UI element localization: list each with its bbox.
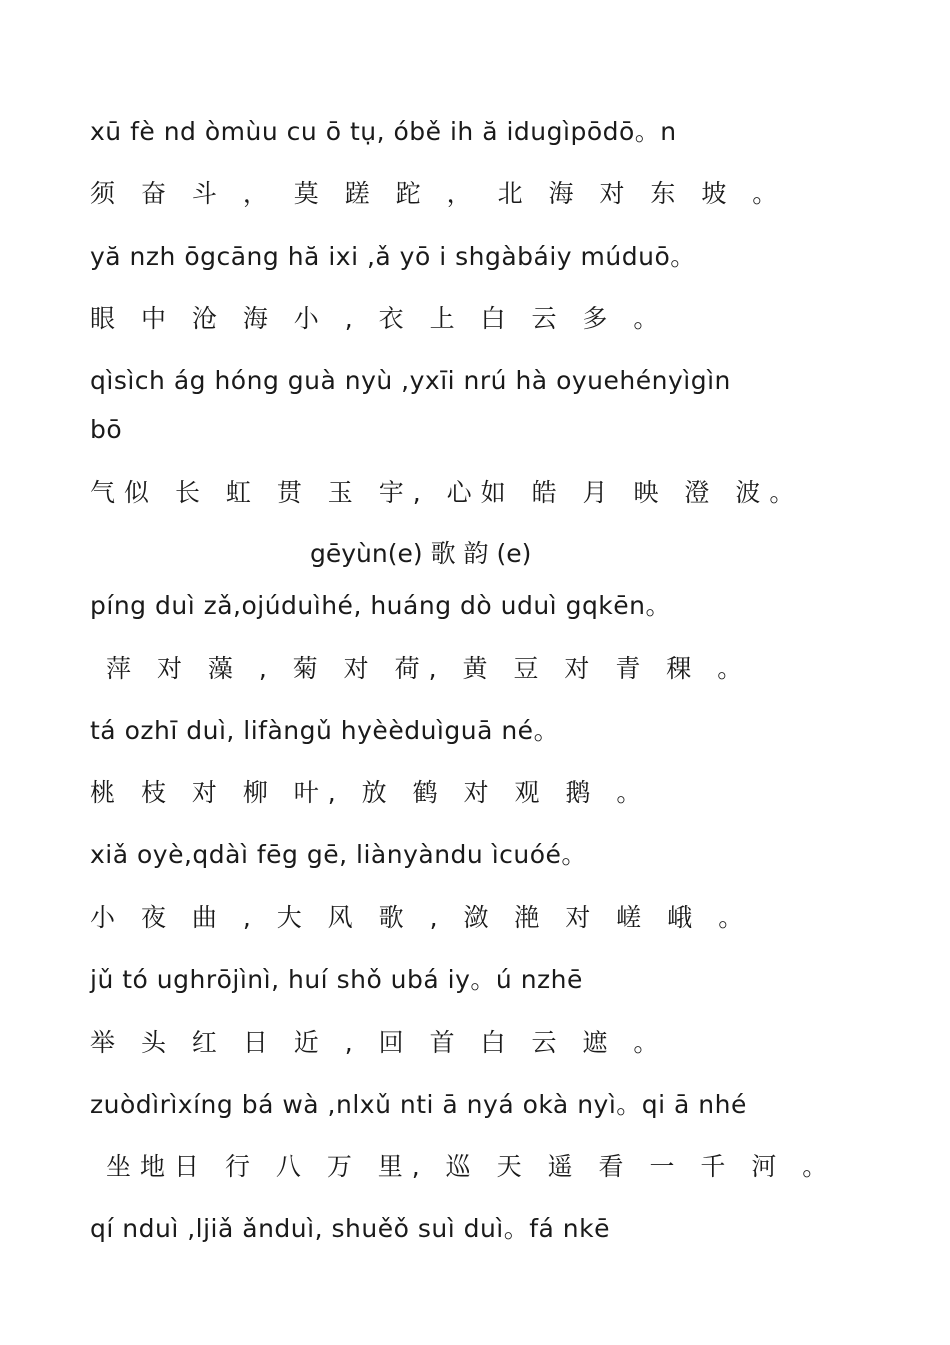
- pinyin-line-1: xū fè nd òmùu cu ō tụ, óbě ih ă idugìpōdō。n: [90, 117, 677, 146]
- pinyin-line-6: xiǎ oyè,qdàì fēg gē, liànyàndu ìcuóé。: [90, 840, 587, 869]
- pinyin-line-5: tá ozhī duì, lifàngǔ hyèèduìguā né。: [90, 716, 560, 745]
- hanzi-line-2: 眼 中 沧 海 小 , 衣 上 白 云 多 。: [90, 304, 668, 333]
- pinyin-line-2: yă nzh ōgcāng hă ixi ,ǎ yō i shgàbáiy múduō。: [90, 242, 696, 271]
- hanzi-line-8: 坐地日 行 八 万 里, 巡 天 遥 看 一 千 河 。: [106, 1152, 837, 1181]
- hanzi-line-7: 举 头 红 日 近 , 回 首 白 云 遮 。: [90, 1028, 668, 1057]
- hanzi-line-4: 萍 对 藻 , 菊 对 荷, 黄 豆 对 青 稞 。: [106, 654, 752, 683]
- pinyin-line-9: qí nduì ,ljiǎ ǎnduì, shuěǒ suì duì。fá nkē: [90, 1214, 611, 1243]
- pinyin-line-4: píng duì zǎ,ojúduìhé, huáng dò uduì gqkēn。: [90, 591, 672, 620]
- section-title: gēyùn(e) 歌 韵 (e): [310, 539, 532, 568]
- pinyin-line-3: qìsìch ág hóng guà nyù ,yxīi nrú hà oyuehényìgìn: [90, 366, 731, 395]
- pinyin-line-3-wrap: bō: [90, 415, 123, 444]
- hanzi-line-6: 小 夜 曲 , 大 风 歌 , 潋 滟 对 嵯 峨 。: [90, 903, 753, 932]
- hanzi-line-1: 须 奋 斗 ， 莫 蹉 跎 ， 北 海 对 东 坡 。: [90, 179, 787, 208]
- hanzi-line-3: 气似 长 虹 贯 玉 宇, 心如 皓 月 映 澄 波。: [90, 478, 804, 507]
- hanzi-line-5: 桃 枝 对 柳 叶, 放 鹤 对 观 鹅 。: [90, 778, 651, 807]
- pinyin-line-8: zuòdìrìxíng bá wà ,nlxǔ nti ā nyá okà nyì。qi ā nhé: [90, 1090, 747, 1119]
- pinyin-line-7: jǔ tó ughrōjìnì, huí shǒ ubá iy。ú nzhē: [90, 965, 583, 994]
